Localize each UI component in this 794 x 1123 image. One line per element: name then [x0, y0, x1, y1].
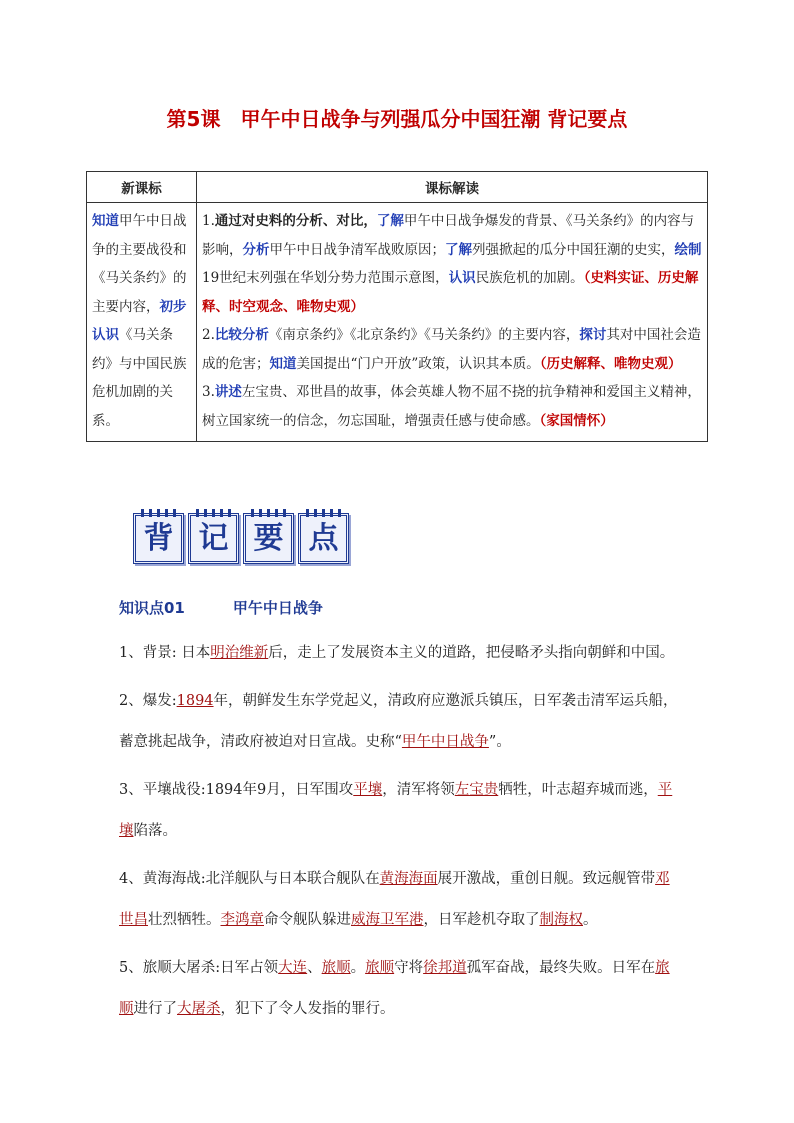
- body-text: 。: [350, 960, 366, 976]
- body-text: 进行了: [133, 1001, 177, 1017]
- knowledge-paragraph: [119, 633, 679, 674]
- literacy-tag: （史料实证、历史解释、时空观念、唯物史观）: [202, 270, 699, 315]
- keyword-verb: 知道: [92, 213, 119, 229]
- knowledge-paragraph: [119, 681, 679, 763]
- keyword-verb: 分析: [242, 241, 270, 258]
- key-term: 徐邦道: [423, 960, 467, 976]
- knowledge-point-label: 知识点01: [119, 599, 185, 617]
- body-text: 美国提出“门户开放”政策，认识其本质。: [296, 355, 540, 372]
- body-text: ，清军将领: [382, 782, 455, 798]
- key-term: 明治维新: [210, 645, 269, 661]
- body-text: 陷落。: [133, 823, 177, 839]
- key-term: 左宝贵: [454, 782, 499, 798]
- body-text: 。: [583, 912, 598, 928]
- table-header-new-standard: 新课标: [87, 172, 197, 203]
- page-title: 第5课 甲午中日战争与列强瓜分中国狂潮 背记要点: [166, 107, 628, 131]
- body-text: 甲午中日战争爆发的背景、《马关条约》的内容与影响，: [202, 213, 695, 258]
- keyword-verb: 认识: [448, 270, 476, 286]
- badge-char-box: [188, 513, 239, 564]
- literacy-tag: （家国情怀）: [539, 412, 614, 429]
- body-text: 列强掀起的瓜分中国狂潮的史实，: [472, 241, 675, 258]
- body-text: 后，走上了发展资本主义的道路，把侵略矛头指向朝鲜和中国。: [268, 645, 675, 661]
- badge-char-box: [243, 513, 294, 564]
- keyword-verb: 初步认识: [92, 298, 187, 343]
- body-text: 壮烈牺牲。: [148, 912, 221, 928]
- body-text: 其对中国社会造成的危害；: [202, 327, 701, 372]
- badge-char: 要: [253, 520, 284, 556]
- new-standard-cell: [87, 203, 197, 442]
- body-text: 命令舰队躲进: [264, 912, 351, 928]
- body-text: 《南京条约》《北京条约》《马关条约》的主要内容，: [268, 327, 580, 343]
- key-term: 旅顺: [365, 960, 395, 976]
- knowledge-point-content: [119, 633, 679, 1037]
- keyword-verb: 绘制: [674, 241, 702, 258]
- body-text: 1、背景: 日本: [119, 645, 211, 661]
- body-text: 甲午中日战争清军战败原因；: [269, 241, 445, 258]
- interpretation-cell: [197, 203, 708, 442]
- body-text: 3、平壤战役:1894年9月，日军围攻: [119, 782, 354, 798]
- keyword-verb: 了解: [445, 241, 472, 258]
- body-text: 孤军奋战，最终失败。日军在: [466, 960, 656, 976]
- keyword-verb: 知道: [269, 355, 297, 372]
- badge-char-box: [133, 513, 184, 564]
- key-term: 平壤: [353, 782, 383, 798]
- body-text: ”。: [488, 734, 511, 750]
- body-text: 5、旅顺大屠杀:日军占领: [119, 960, 279, 976]
- badge-char: 背: [143, 520, 174, 556]
- key-term: 平壤: [119, 782, 673, 839]
- key-term: 黄海海面: [379, 871, 438, 887]
- knowledge-paragraph: [119, 859, 679, 941]
- key-term: 制海权: [539, 912, 583, 928]
- key-term: 大屠杀: [177, 1001, 221, 1017]
- memorize-badge: [133, 513, 349, 564]
- interpretation-item: [202, 378, 703, 435]
- body-text: 2.: [202, 327, 215, 343]
- body-text: 3.: [202, 384, 215, 400]
- body-text: ，日军趁机夺取了: [423, 912, 540, 928]
- knowledge-point-title: 甲午中日战争: [232, 599, 323, 617]
- body-text: 守将: [394, 960, 424, 976]
- body-text: 展开激战，重创日舰。致远舰管带: [437, 871, 656, 887]
- key-term: 大连: [278, 960, 308, 976]
- body-text: 年，朝鲜发生东学党起义，清政府应邀派兵镇压，日军袭击清军运兵船，蓄意挑起战争，清政府被迫对日宣战。史称“: [119, 693, 678, 750]
- key-term: 威海卫军港: [351, 912, 424, 928]
- body-text: 2、爆发:: [119, 693, 177, 709]
- keyword-verb: 了解: [376, 213, 404, 229]
- interpretation-item: [202, 321, 703, 378]
- body-text: 左宝贵、邓世昌的故事，体会英雄人物不屈不挠的抗争精神和爱国主义精神，树立国家统一的信念，勿忘国耻，增强责任感与使命感。: [202, 384, 701, 429]
- knowledge-point-header: [119, 597, 323, 618]
- knowledge-paragraph: [119, 770, 679, 852]
- body-text: 19世纪末列强在华划分势力范围示意图，: [202, 270, 449, 286]
- body-text: 牺牲，叶志超弃城而逃，: [498, 782, 658, 798]
- key-term: 李鸿章: [220, 912, 264, 928]
- knowledge-paragraph: [119, 948, 679, 1030]
- badge-char: 记: [198, 520, 229, 556]
- keyword-verb: 探讨: [579, 327, 607, 343]
- body-text: 甲午中日战争的主要战役和《马关条约》的主要内容，: [92, 213, 187, 315]
- body-text: 、: [307, 960, 322, 976]
- keyword-verb: 比较分析: [214, 327, 269, 343]
- body-text: 4、黄海海战:北洋舰队与日本联合舰队在: [119, 871, 380, 887]
- key-term: 1894: [176, 693, 214, 709]
- badge-char: 点: [308, 520, 339, 556]
- curriculum-table: [86, 171, 708, 442]
- body-text: ，犯下了令人发指的罪行。: [220, 1001, 395, 1017]
- literacy-tag: （历史解释、唯物史观）: [539, 355, 682, 372]
- key-term: 甲午中日战争: [401, 734, 489, 750]
- badge-char-box: [298, 513, 349, 564]
- key-term: 旅顺: [321, 960, 351, 976]
- key-term: 旅顺: [119, 960, 670, 1017]
- keyword-verb: 讲述: [214, 384, 242, 400]
- table-header-interpretation: 课标解读: [197, 172, 708, 203]
- body-text: 《马关条约》与中国民族危机加剧的关系。: [92, 327, 187, 429]
- interpretation-item: [202, 207, 703, 321]
- key-term: 邓世昌: [119, 871, 670, 928]
- body-text: 民族危机的加剧。: [475, 270, 584, 286]
- body-text: 1.: [202, 213, 215, 229]
- emphasis-text: 通过对史料的分析、对比，: [214, 213, 377, 229]
